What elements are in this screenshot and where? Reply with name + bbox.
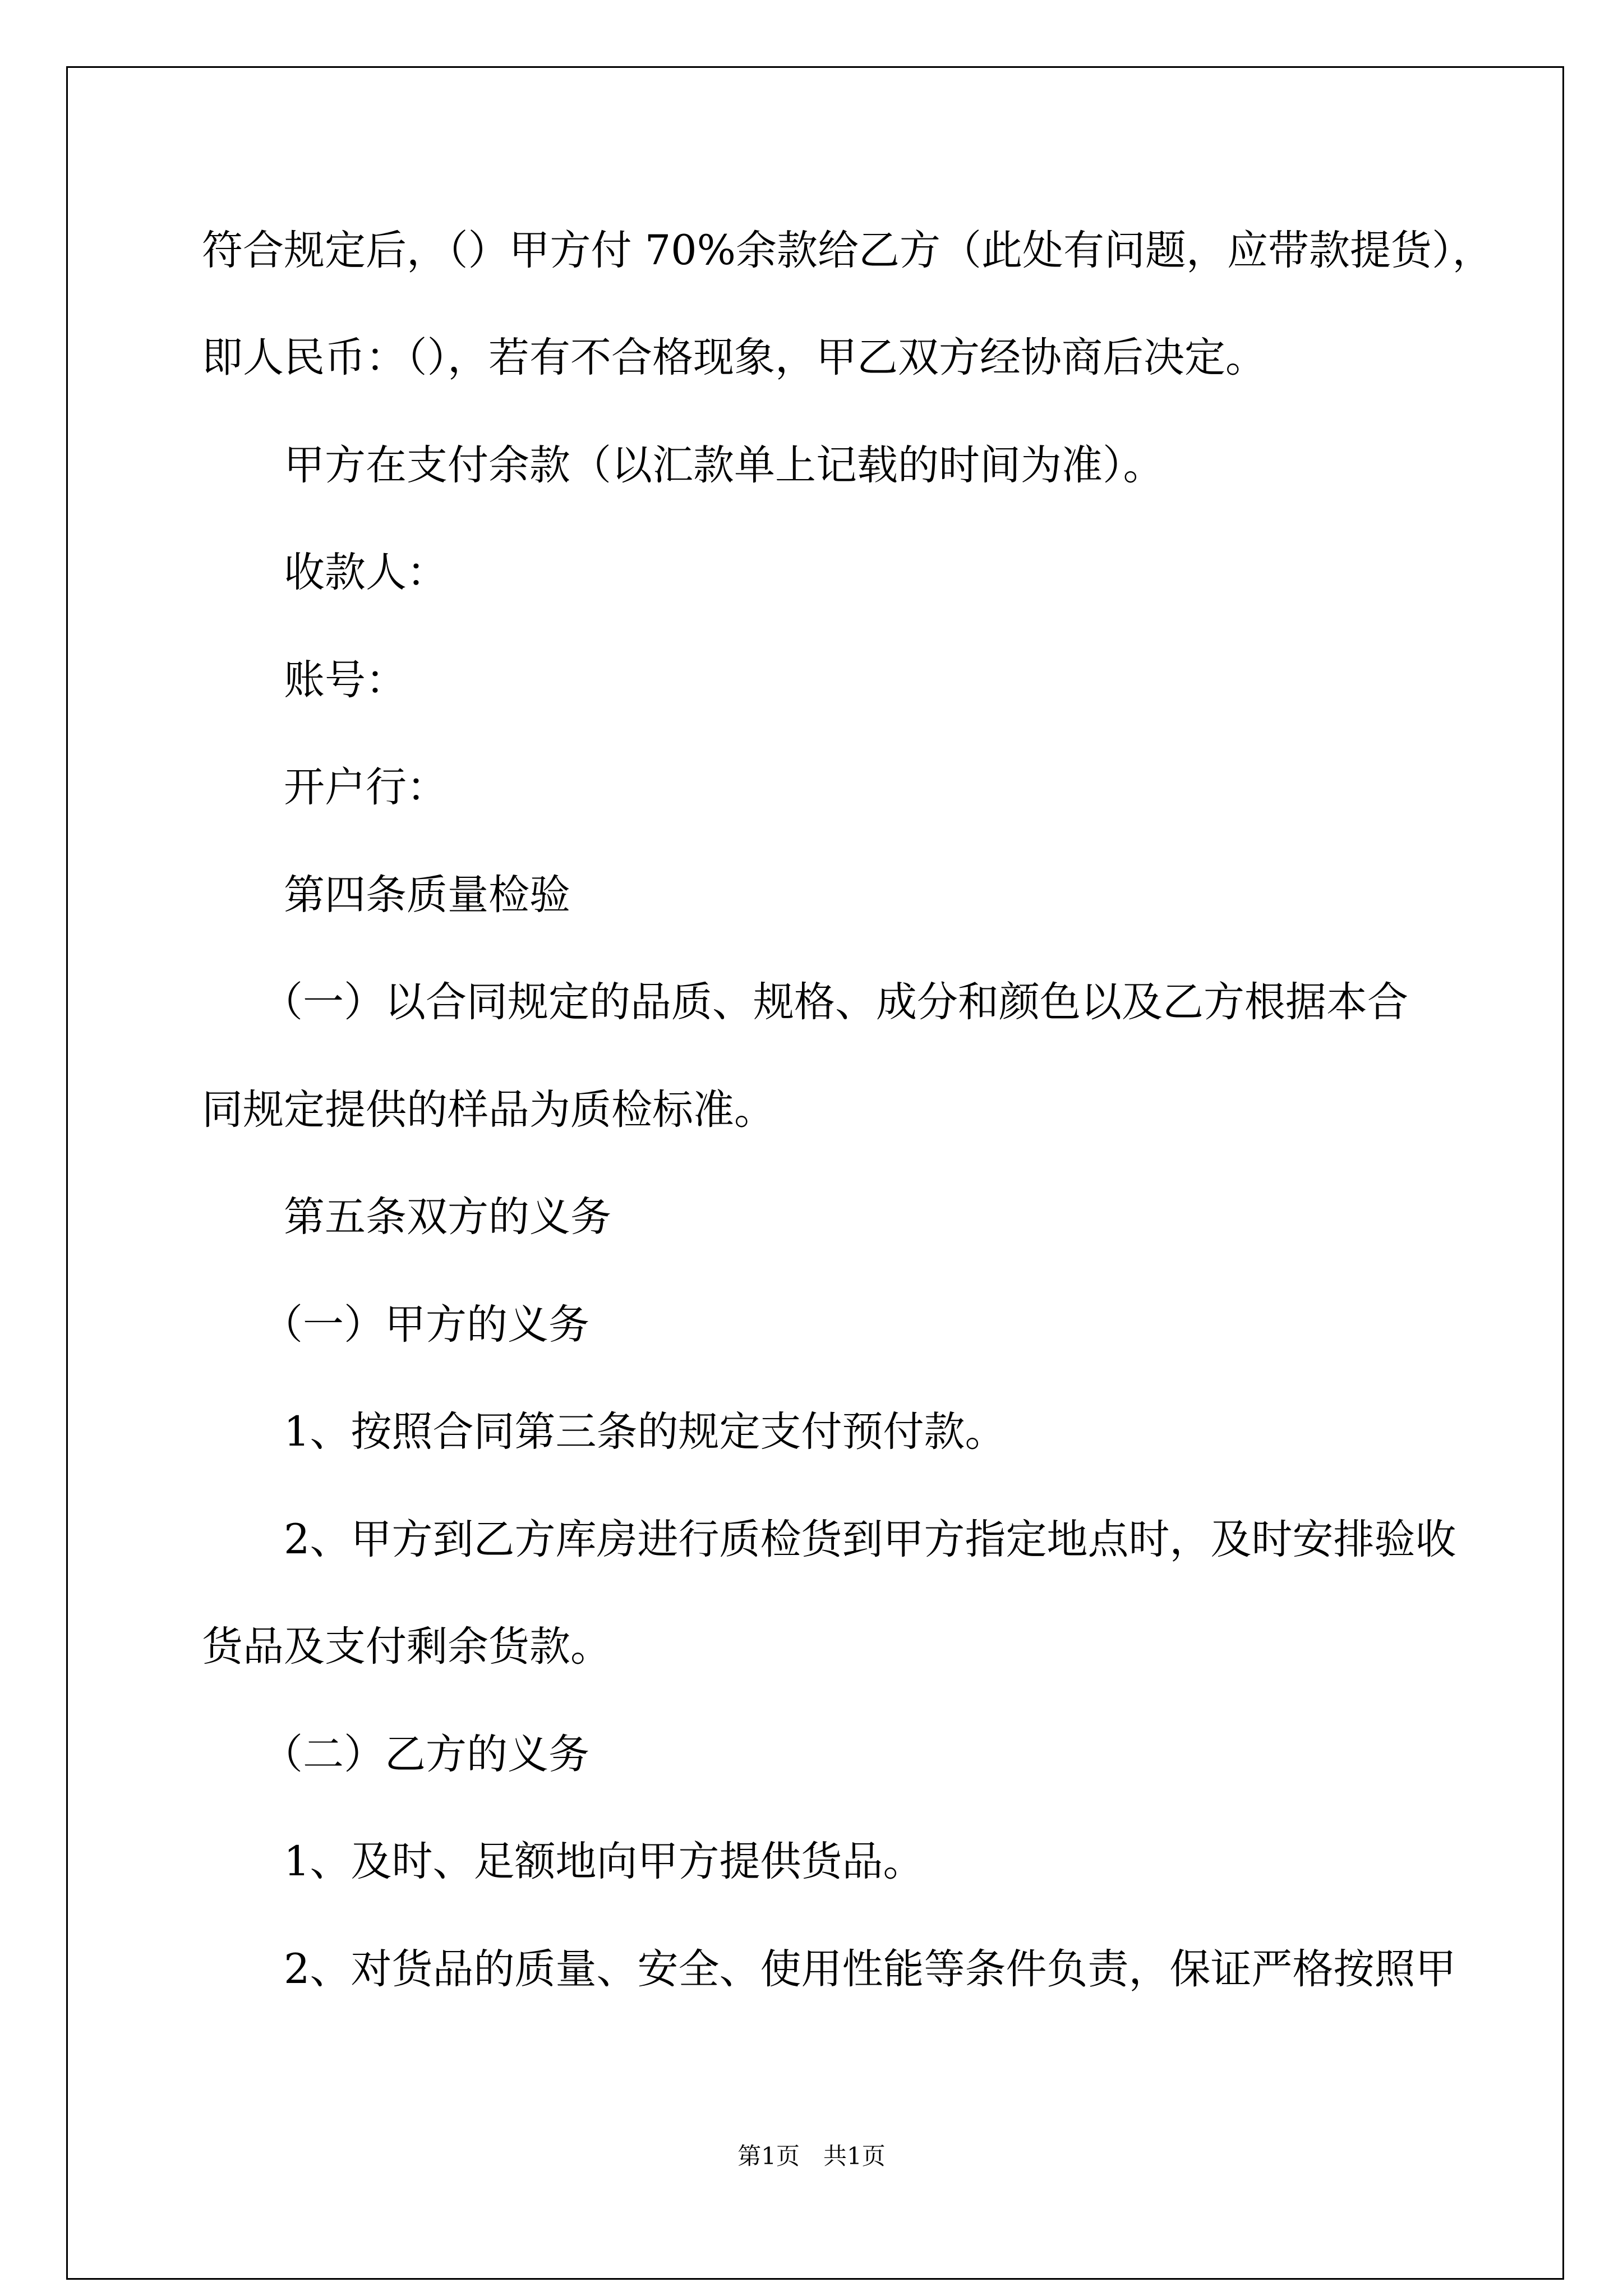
subsection-heading: （一）甲方的义务 xyxy=(262,1301,589,1349)
text-line: （一）以合同规定的品质、规格、成分和颜色以及乙方根据本合 xyxy=(262,978,1408,1026)
page-footer: 第1页 共1页 xyxy=(737,2142,886,2170)
list-item: 2、对货品的质量、安全、使用性能等条件负责，保证严格按照甲 xyxy=(284,1945,1456,1993)
text-line: 即人民币：（），若有不合格现象，甲乙双方经协商后决定。 xyxy=(202,334,1266,381)
bank-label: 开户行： xyxy=(284,763,448,811)
list-item: 2、甲方到乙方库房进行质检货到甲方指定地点时，及时安排验收 xyxy=(284,1516,1456,1563)
account-label: 账号： xyxy=(284,656,407,704)
section-heading: 第四条质量检验 xyxy=(284,871,570,919)
list-item: 1、按照合同第三条的规定支付预付款。 xyxy=(284,1408,1006,1456)
text-line: 甲方在支付余款（以汇款单上记载的时间为准）。 xyxy=(284,441,1164,489)
section-heading: 第五条双方的义务 xyxy=(284,1193,611,1241)
text-line: 同规定提供的样品为质检标准。 xyxy=(202,1086,775,1134)
subsection-heading: （二）乙方的义务 xyxy=(262,1731,589,1778)
text-line: 货品及支付剩余货款。 xyxy=(202,1623,611,1671)
payee-label: 收款人： xyxy=(284,549,448,596)
text-line: 符合规定后，（）甲方付 70%余款给乙方（此处有问题，应带款提货）， xyxy=(202,227,1493,274)
list-item: 1、及时、足额地向甲方提供货品。 xyxy=(284,1838,924,1885)
